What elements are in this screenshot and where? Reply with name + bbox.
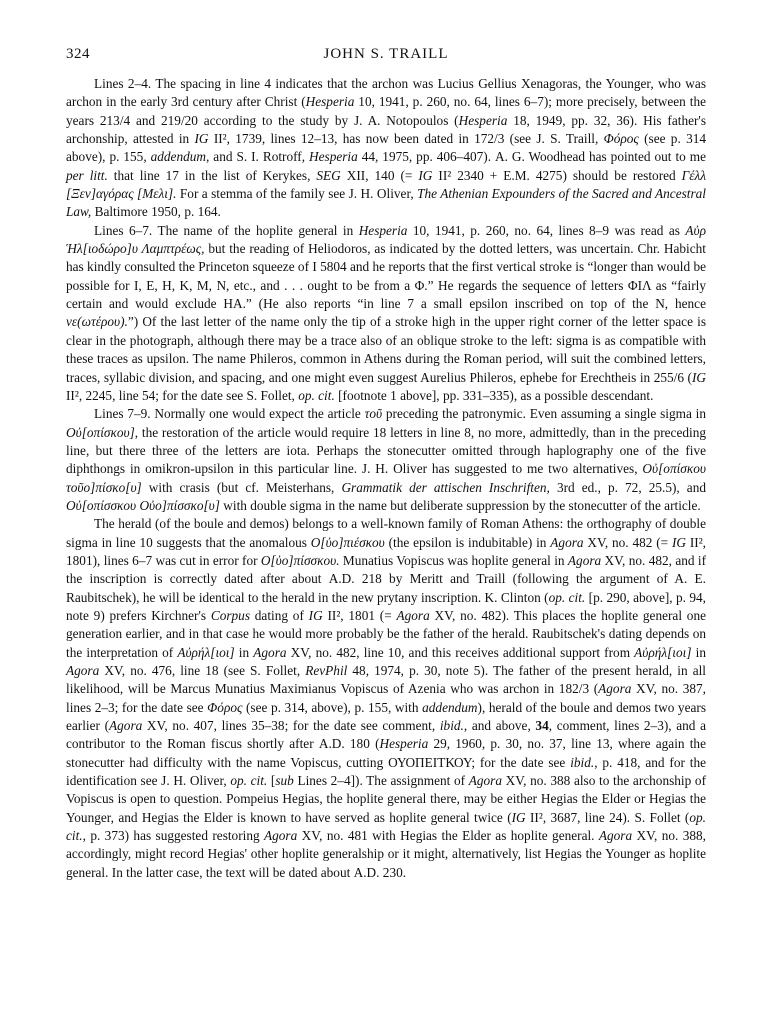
italic-run: IG bbox=[418, 167, 433, 183]
text-run: II², 3687, line 24). S. Follet ( bbox=[525, 809, 690, 825]
italic-run: Grammatik der attischen Inschriften, bbox=[341, 479, 550, 495]
italic-run: Αὐρ Ἡλ[ιοδώρο]υ Λαμπτρέως, bbox=[66, 222, 706, 257]
text-run: The herald (of the boule and demos) belongs to a well-known family of Roman Athens: the orthography of double sigma in line 10 suggests that the anomalous bbox=[66, 516, 706, 550]
italic-run: IG bbox=[511, 809, 526, 825]
italic-run: The Athenian Expounders of the Sacred and Ancestral Law, bbox=[66, 186, 706, 220]
italic-run: sub bbox=[275, 773, 294, 789]
text-run: XV, no. 482). This places the hoplite general one generation earlier, and in that case he would more probably be the father of the herald. Raubitschek's dating depends on the interpretation of bbox=[66, 607, 707, 660]
italic-run: IG bbox=[671, 534, 687, 550]
text-run: 44, 1975, pp. 406–407). A. G. Woodhead has pointed out to me bbox=[357, 149, 706, 165]
paragraph-lines-6-7 bbox=[66, 222, 706, 405]
text-run: with double sigma in the name but deliberate suppression by the stonecutter of the article. bbox=[219, 497, 701, 513]
italic-run: Agora bbox=[66, 663, 100, 678]
italic-run: SEG bbox=[316, 167, 341, 183]
text-run: For a stemma of the family see J. H. Oliver, bbox=[176, 186, 418, 202]
italic-run: Οὐ[οπίσκου] bbox=[66, 424, 135, 440]
italic-run: Agora bbox=[253, 644, 287, 660]
italic-run: Ο[ὐο]πιέσκου bbox=[310, 534, 385, 550]
text-run: Lines 2–4]). The assignment of bbox=[293, 773, 469, 789]
italic-run: Φόρος bbox=[207, 699, 243, 715]
text-run: , p. 418, and for the identification see J. H. Oliver, bbox=[66, 754, 706, 789]
text-run: 218 by Meritt and Traill (following the argument of A. E. Raubitschek), he will be identical to the herald in the new prytany inscription. K. Clinton ( bbox=[66, 571, 706, 605]
italic-run: op. cit. bbox=[230, 773, 268, 789]
italic-run: Agora bbox=[468, 773, 502, 789]
page-number: 324 bbox=[66, 46, 90, 62]
text-run: 230. bbox=[379, 864, 407, 880]
text-run: ), herald of the boule and demos two years earlier ( bbox=[66, 699, 706, 734]
italic-run: Agora bbox=[396, 607, 430, 623]
text-run: [ bbox=[267, 773, 276, 789]
italic-run: per litt. bbox=[66, 167, 108, 183]
italic-run: Φόρος bbox=[603, 131, 639, 147]
text-run: , comment, lines 2–3), and a contributor to the Roman fiscus shortly after bbox=[66, 718, 707, 752]
text-run: XV, no. 482 (= bbox=[583, 534, 672, 550]
text-run: dating of bbox=[250, 607, 309, 623]
italic-run: Οὐ[οπίσκου τοῦο]πίσκο[υ] bbox=[66, 461, 706, 495]
page-header bbox=[66, 46, 706, 66]
italic-run: Corpus bbox=[210, 607, 250, 623]
text-run: 18, 1949, pp. 32, 36). His father's archonship, attested in bbox=[66, 112, 706, 147]
text-run: in bbox=[691, 644, 706, 660]
text-run: 180 ( bbox=[344, 736, 380, 752]
smallcaps-run: A.D. bbox=[328, 571, 355, 587]
italic-run: Hesperia bbox=[305, 94, 355, 110]
running-head: JOHN S. TRAILL bbox=[323, 46, 449, 62]
text-run: (the epsilon is indubitable) in bbox=[384, 534, 551, 550]
text-run: XV, no. 482, line 10, and this receives additional support from bbox=[286, 644, 635, 660]
italic-run: Αὐρήλ[ιοι] bbox=[634, 644, 692, 660]
italic-run: Hesperia bbox=[379, 736, 429, 752]
text-run: II², 1739, lines 12–13, has now been dated in 172/3 (see J. S. Traill, bbox=[208, 131, 604, 147]
italic-run: addendum, bbox=[150, 149, 210, 165]
italic-run: Agora bbox=[567, 552, 602, 568]
smallcaps-run: A.D. bbox=[353, 864, 380, 880]
text-run: (see p. 314, above), p. 155, with bbox=[242, 699, 423, 715]
italic-run: Ο[ὐο]πίσσκου. bbox=[260, 552, 340, 568]
text-run: Munatius Vopiscus was hoplite general in bbox=[339, 552, 568, 568]
text-run: ”) Of the last letter of the name only the tip of a stroke high in the upper right corner of the letter space is clear in the photograph, although there may be a trace also of an oblique stroke to the left: sigma is as compatible with these traces as upsilon. The name Phileros, common in Athens during the Roman period, will suit the combined letters, traces, syllabic division, and spacing, and one might even suggest Aurelius Phileros, ephebe for Erechtheis in 255/6 ( bbox=[66, 314, 706, 385]
italic-run: Agora bbox=[550, 534, 584, 550]
italic-run: op. cit. bbox=[66, 809, 706, 844]
text-run: II², 2245, line 54; for the date see S. Follet, bbox=[66, 387, 299, 403]
text-run: , and above, bbox=[463, 718, 536, 734]
text-run: with crasis (but cf. Meisterhans, bbox=[141, 479, 342, 495]
text-run: Baltimore 1950, p. 164. bbox=[91, 204, 221, 220]
text-run: but the reading of Heliodoros, as indicated by the dotted letters, was uncertain. Chr. Habicht has kindly consulted the Princeton squeeze of I 5804 and he reports that the first vertical stroke is “longer than would be possible for I, E, H, K, M, N, etc., and . . . ought to be from a Φ.” He regards the sequence of letters ΦΙΛ as “fairly certain and would exclude HA.” (He also reports “in line 7 a small epsilon inscribed on top of the N, hence bbox=[66, 241, 706, 312]
italic-run: IG bbox=[691, 369, 706, 385]
italic-run: Hesperia bbox=[358, 222, 408, 238]
text-run: , the restoration of the article would require 18 letters in line 8, no more, admittedly, than in the preceding line, but there three of the letters are iota. Perhaps the stonecutter omitted through haplography one of the five diphthongs in omikron-upsilon in this particular line. J. H. Oliver has suggested to me two alternatives, bbox=[66, 424, 706, 477]
italic-run: op. cit. bbox=[298, 387, 335, 403]
italic-run: addendum bbox=[422, 699, 478, 715]
text-run: XV, no. 482, and if the inscription is correctly dated after about bbox=[66, 552, 706, 587]
text-run: II², 1801), lines 6–7 was cut in error for bbox=[66, 534, 707, 568]
text-run: that line 17 in the list of Kerykes, bbox=[107, 167, 317, 183]
paragraph-herald bbox=[66, 515, 706, 882]
text-run: preceding the patronymic. Even assuming a single sigma in bbox=[382, 406, 706, 422]
text-run: (see p. 314 above), p. 155, bbox=[66, 131, 707, 165]
italic-run: ibid. bbox=[570, 754, 595, 770]
smallcaps-run: A.D. bbox=[318, 736, 345, 752]
text-run: XII, 140 (= bbox=[340, 167, 419, 183]
text-run: 10, 1941, p. 260, no. 64, lines 8–9 was read as bbox=[407, 222, 686, 238]
body-text bbox=[66, 75, 706, 882]
bold-run: 34 bbox=[535, 718, 549, 734]
paragraph-lines-2-4 bbox=[66, 75, 706, 222]
text-run: XV, no. 481 with Hegias the Elder as hoplite general. bbox=[297, 828, 599, 844]
italic-run: Agora bbox=[109, 718, 143, 734]
text-run: II² 2340 + E.M. 4275) should be restored bbox=[432, 167, 682, 183]
italic-run: RevPhil bbox=[305, 663, 348, 678]
text-run: Lines 7–9. Normally one would expect the article bbox=[94, 406, 365, 422]
text-run: 48, 1974, p. 30, note 5). The father of the present herald, in all likelihood, will be Marcus Munatius Maximianus Vopiscus of Azenia who was archon in 182/3 ( bbox=[66, 663, 706, 697]
text-run: and S. I. Rotroff, bbox=[209, 149, 310, 165]
italic-run: op. cit. bbox=[548, 589, 586, 605]
italic-run: ibid. bbox=[439, 718, 464, 734]
italic-run: τοῦ bbox=[364, 406, 383, 422]
italic-run: Hesperia bbox=[458, 112, 508, 128]
paragraph-lines-7-9 bbox=[66, 405, 706, 515]
italic-run: Οὐ[οπίσσκου Οὐο]πίσσκο[υ] bbox=[66, 497, 220, 513]
italic-run: νε(ωτέρου). bbox=[66, 314, 128, 330]
text-run: XV, no. 388, accordingly, might record Hegias' other hoplite generalship or it might, alternatively, list Hegias the Younger as hoplite general. In the latter case, the text will be dated about bbox=[66, 828, 706, 880]
text-run: in bbox=[234, 644, 254, 660]
italic-run: Γέλλ [Ξεν]αγόρας [Μελι]. bbox=[66, 167, 706, 202]
italic-run: Hesperia bbox=[309, 149, 358, 165]
text-run: Lines 6–7. The name of the hoplite general in bbox=[94, 222, 359, 238]
text-run: [p. 290, above], p. 94, note 9) prefers Kirchner's bbox=[66, 589, 706, 623]
italic-run: Agora bbox=[598, 681, 632, 697]
text-run: Lines 2–4. The spacing in line 4 indicates that the archon was Lucius Gellius Xenagoras, the Younger, who was archon in the early 3rd century after Christ ( bbox=[66, 76, 706, 110]
text-run: II², 1801 (= bbox=[322, 607, 397, 623]
italic-run: IG bbox=[194, 131, 209, 147]
italic-run: Agora bbox=[264, 828, 298, 844]
text-run: 3rd ed., p. 72, 25.5), and bbox=[549, 479, 707, 495]
text-run: XV, no. 407, lines 35–38; for the date see comment, bbox=[142, 718, 440, 734]
text-run: 29, 1960, p. 30, no. 37, line 13, where again the stonecutter had difficulty with the name Vopiscus, cutting ΟΥΟΠΕΙΤΚΟΥ; for the date see bbox=[66, 736, 706, 770]
text-run: [footnote 1 above], pp. 331–335), as a possible descendant. bbox=[334, 387, 654, 403]
text-run: XV, no. 387, lines 2–3; for the date see bbox=[66, 681, 706, 715]
italic-run: Αὐρήλ[ιοι] bbox=[177, 644, 235, 660]
text-run: , p. 373) has suggested restoring bbox=[82, 828, 265, 844]
italic-run: IG bbox=[308, 607, 323, 623]
text-run: 10, 1941, p. 260, no. 64, lines 6–7); more precisely, between the years 213/4 and 219/20 according to the study by J. A. Notopoulos ( bbox=[66, 94, 706, 128]
text-run: XV, no. 476, line 18 (see S. Follet, bbox=[99, 663, 306, 678]
italic-run: Agora bbox=[598, 828, 633, 844]
text-run: XV, no. 388 also to the archonship of Vopiscus is open to question. Pompeius Hegias, the hoplite general there, may be either Hegias the Elder or Hegias the Younger, and Hegias the Elder is known to have served as hoplite general twice ( bbox=[66, 773, 706, 825]
